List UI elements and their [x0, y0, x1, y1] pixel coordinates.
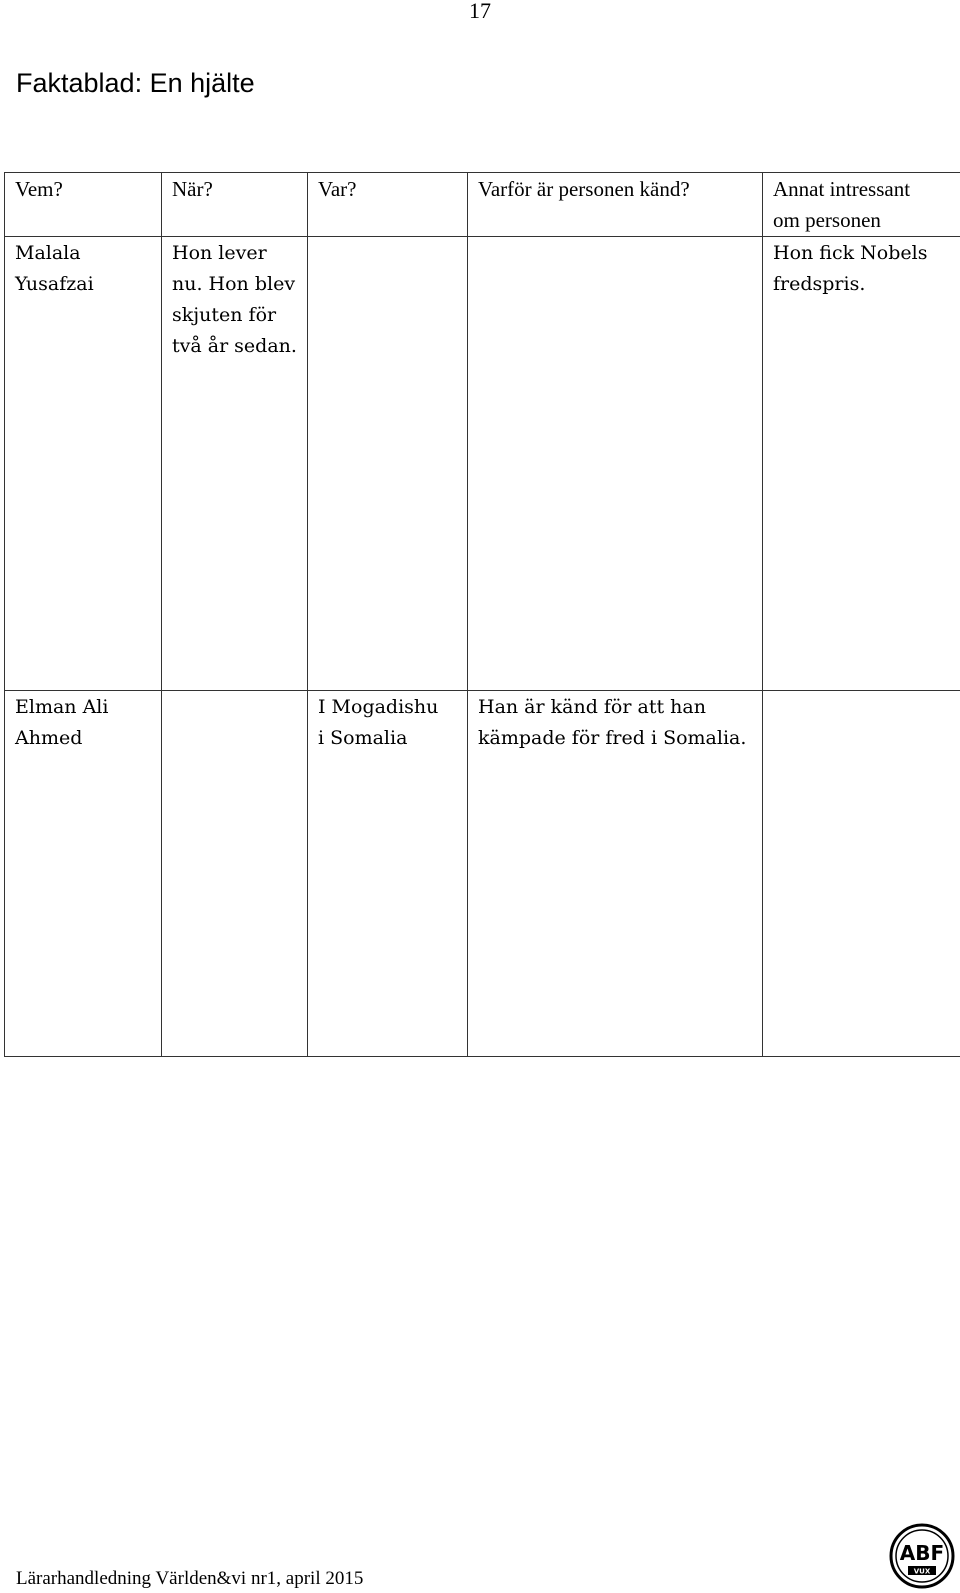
- table-row: [5, 237, 960, 691]
- fact-table: [4, 172, 960, 1057]
- cell-other-interesting: Hon fick Nobels fredspris.: [763, 237, 960, 691]
- cell-who: Malala Yusafzai: [5, 237, 162, 691]
- cell-when: Hon lever nu. Hon blev skjuten för två år sedan.: [162, 237, 308, 691]
- cell-other-interesting: [763, 691, 960, 1057]
- logo-text: ABF: [899, 1541, 945, 1565]
- logo-subtext: VUX: [913, 1567, 931, 1576]
- cell-why-famous: [468, 237, 763, 691]
- cell-where: I Mogadishu i Somalia: [308, 691, 468, 1057]
- cell-why-famous: Han är känd för att han kämpade för fred i Somalia.: [468, 691, 763, 1057]
- header-when: När?: [162, 173, 308, 237]
- cell-where: [308, 237, 468, 691]
- cell-when: [162, 691, 308, 1057]
- table-header-row: [5, 173, 960, 237]
- header-other-interesting: Annat intressant om personen: [763, 173, 960, 237]
- page-number: 17: [469, 0, 491, 23]
- page-title: Faktablad: En hjälte: [16, 68, 255, 98]
- header-who: Vem?: [5, 173, 162, 237]
- header-where: Var?: [308, 173, 468, 237]
- table-row: [5, 691, 960, 1057]
- cell-who: Elman Ali Ahmed: [5, 691, 162, 1057]
- header-why-famous: Varför är personen känd?: [468, 173, 763, 237]
- abf-logo: [888, 1522, 956, 1590]
- footer-text: Lärarhandledning Världen&vi nr1, april 2015: [16, 1568, 364, 1589]
